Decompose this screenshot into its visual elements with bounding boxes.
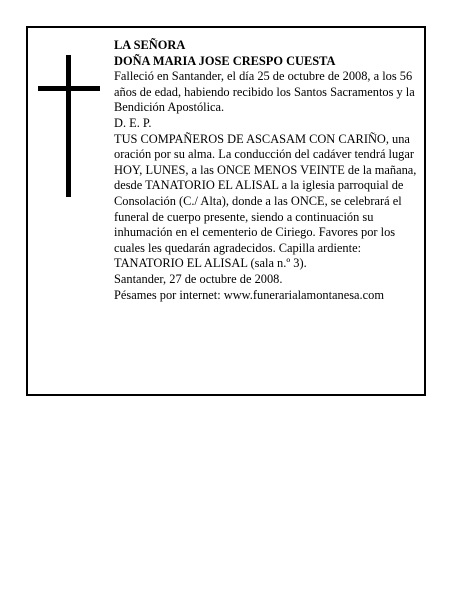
- rest-in-peace: D. E. P.: [114, 115, 152, 130]
- death-details: Falleció en Santander, el día 25 de octubre de 2008, a los 56 años de edad, habiendo recibido los Santos Sacramentos y la Bendición Apostólica.: [114, 69, 415, 115]
- notice-date: Santander, 27 de octubre de 2008.: [114, 271, 283, 286]
- condolences-website: Pésames por internet: www.funerarialamontanesa.com: [114, 287, 384, 302]
- notice-heading: LA SEÑORA: [114, 38, 186, 52]
- funeral-details: TUS COMPAÑEROS DE ASCASAM CON CARIÑO, una oración por su alma. La conducción del cadáver tendrá lugar HOY, LUNES, a las ONCE MENOS VEINTE de la mañana, desde TANATORIO EL ALISAL a la iglesia parroquial de Consolación (C./ Alta), donde a las ONCE, se celebrará el funeral de cuerpo presente, siendo a continuación su inhumación en el cementerio de Ciriego. Favores por los cuales les quedarán agradecidos. Capilla ardiente: TANATORIO EL ALISAL (sala n.º 3).: [114, 131, 417, 271]
- obituary-text: [114, 38, 420, 303]
- latin-cross-icon: [38, 55, 100, 197]
- deceased-name: DOÑA MARIA JOSE CRESPO CUESTA: [114, 53, 336, 68]
- cross-horizontal-bar: [38, 86, 100, 91]
- cross-vertical-bar: [66, 55, 71, 197]
